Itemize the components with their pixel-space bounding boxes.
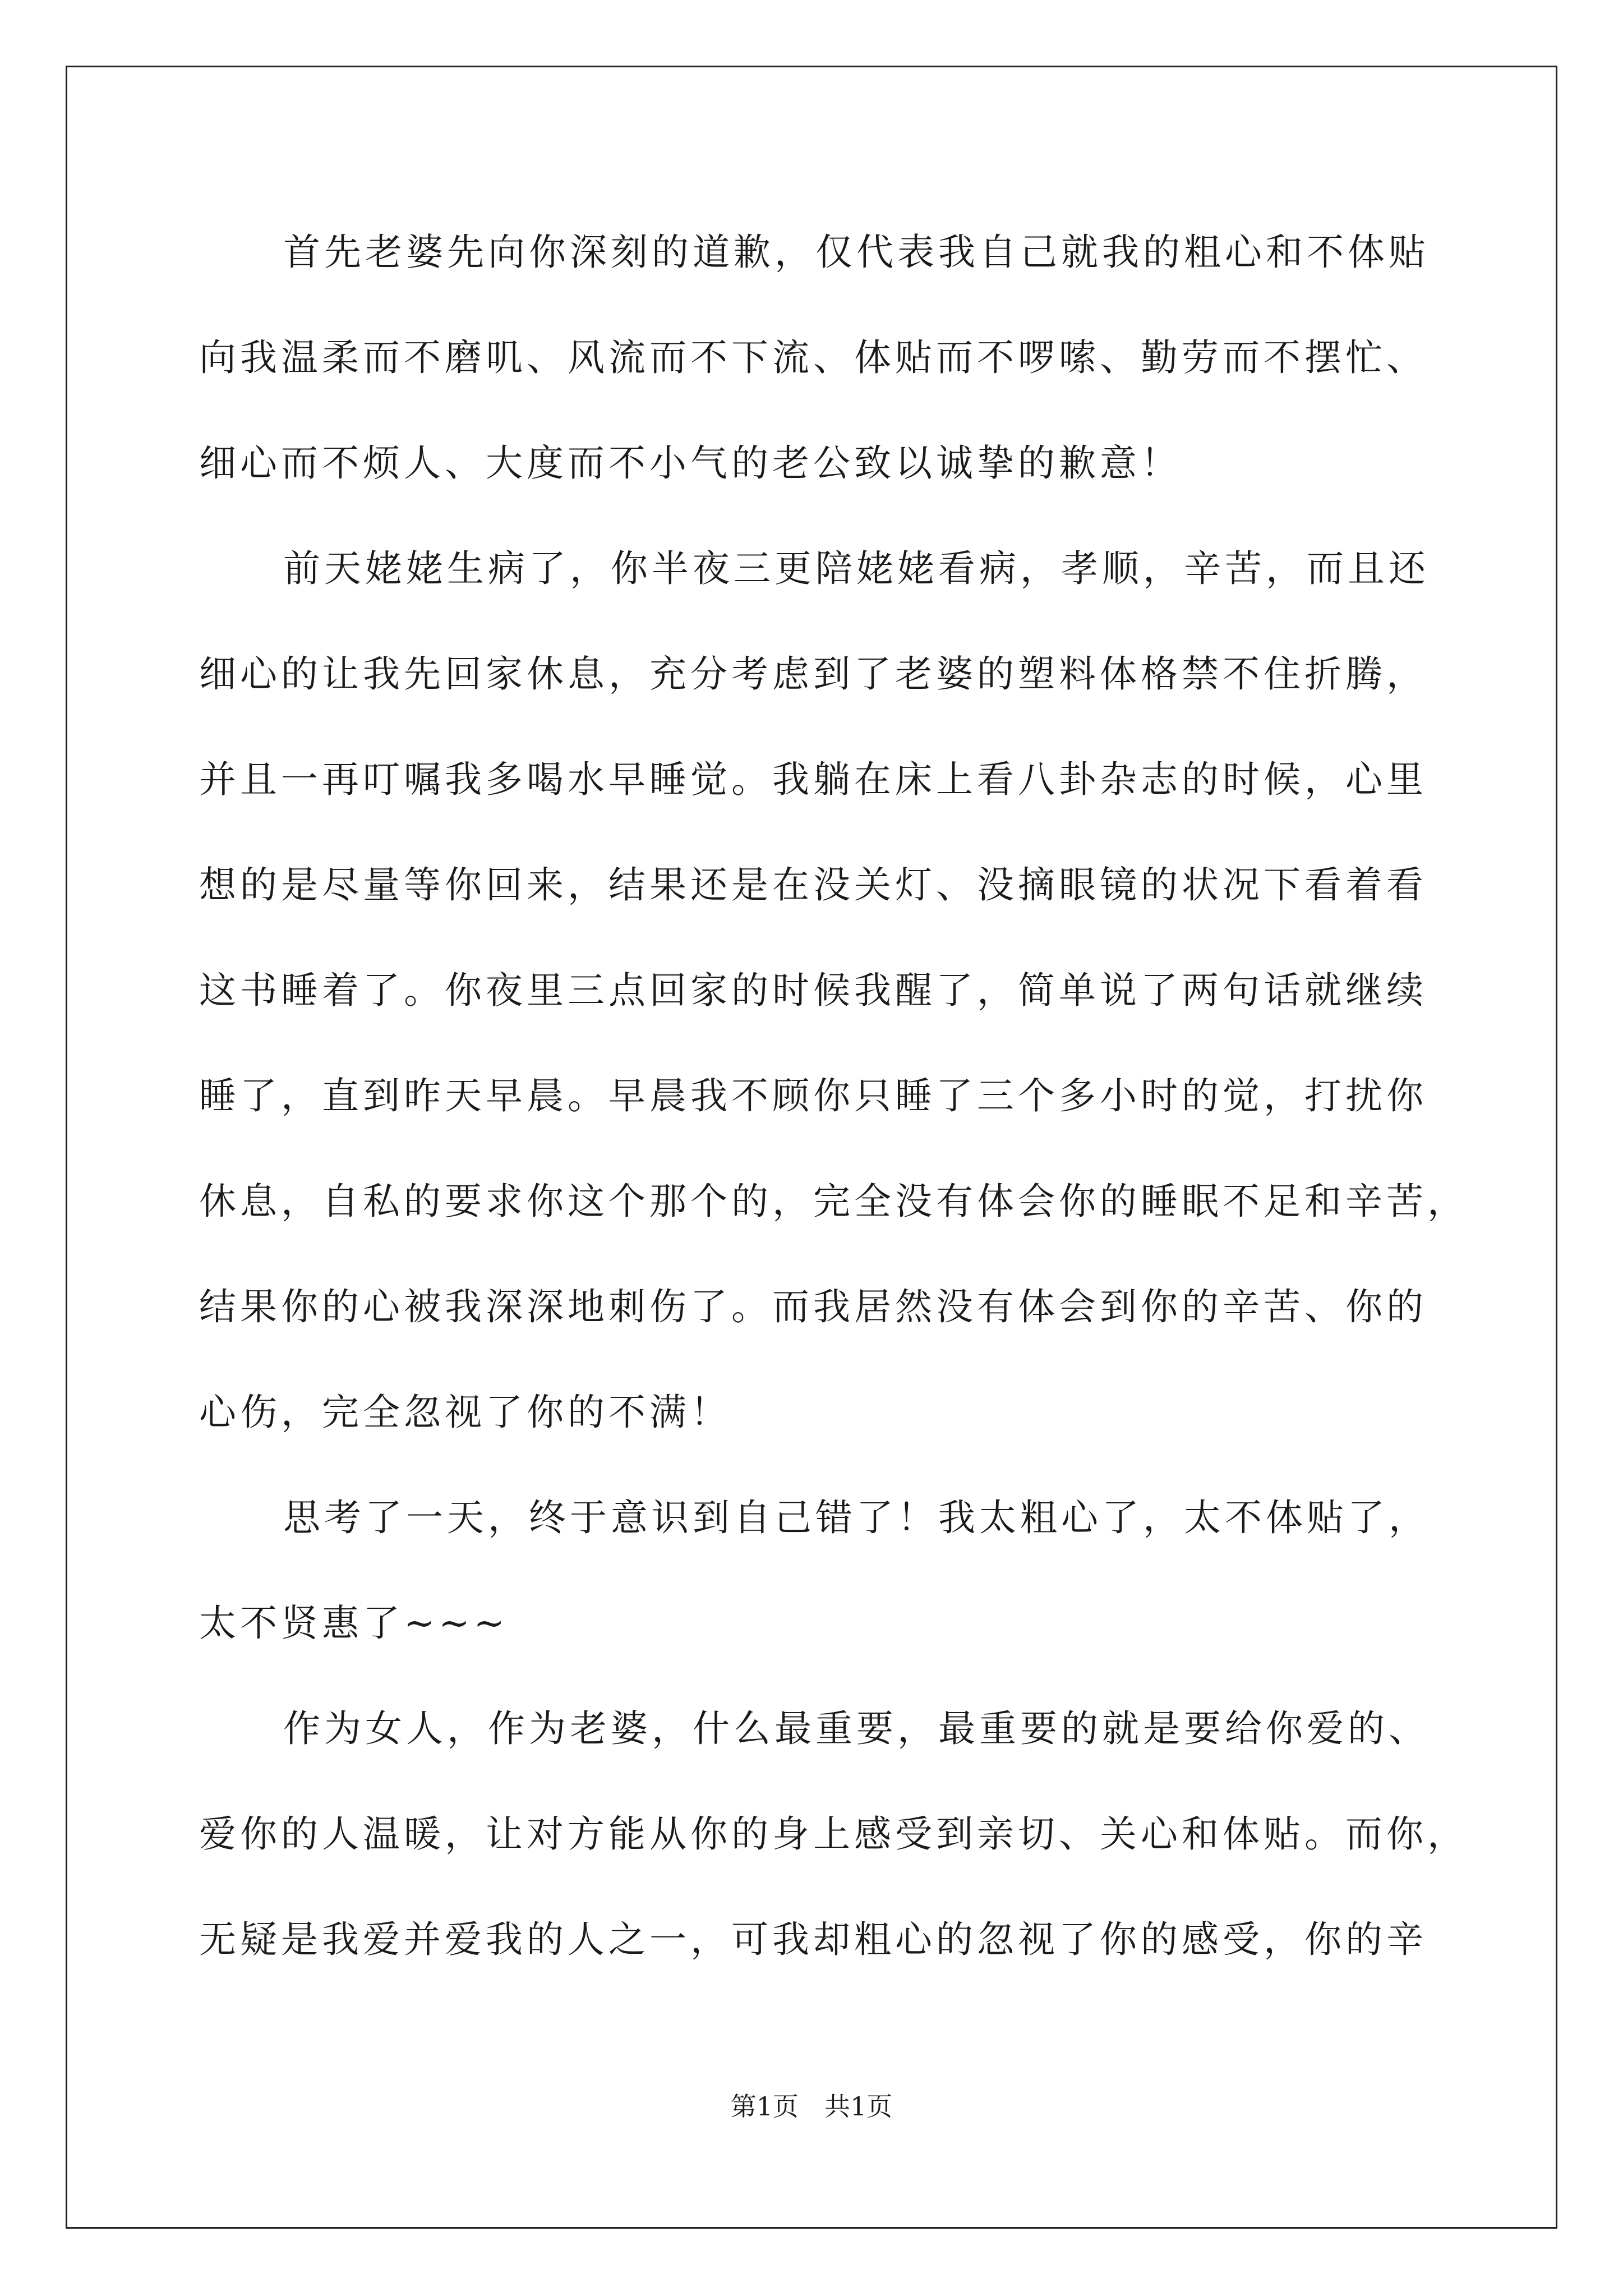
body-text-line: 作为女人，作为老婆，什么最重要，最重要的就是要给你爱的、 <box>283 1707 1430 1750</box>
body-text-line: 想的是尽量等你回来，结果还是在没关灯、没摘眼镜的状况下看着看 <box>199 863 1427 907</box>
body-text-line: 思考了一天，终于意识到自己错了！我太粗心了，太不体贴了， <box>283 1496 1430 1539</box>
body-text-line: 这书睡着了。你夜里三点回家的时候我醒了，简单说了两句话就继续 <box>199 969 1427 1012</box>
body-text-line: 向我温柔而不磨叽、风流而不下流、体贴而不啰嗦、勤劳而不摆忙、 <box>199 336 1427 379</box>
body-text-line: 细心而不烦人、大度而不小气的老公致以诚挚的歉意！ <box>199 441 1182 485</box>
body-text-line: 心伤，完全忽视了你的不满！ <box>199 1391 731 1434</box>
body-text-line: 无疑是我爱并爱我的人之一，可我却粗心的忽视了你的感受，你的辛 <box>199 1918 1427 1961</box>
body-text-line: 睡了，直到昨天早晨。早晨我不顾你只睡了三个多小时的觉，打扰你 <box>199 1074 1427 1117</box>
page-border <box>66 66 1557 2229</box>
body-text-line: 结果你的心被我深深地刺伤了。而我居然没有体会到你的辛苦、你的 <box>199 1285 1427 1328</box>
body-text-line: 休息，自私的要求你这个那个的，完全没有体会你的睡眠不足和辛苦， <box>199 1180 1468 1223</box>
body-text-line: 细心的让我先回家休息，充分考虑到了老婆的塑料体格禁不住折腾， <box>199 652 1427 696</box>
body-text-line: 太不贤惠了~~~ <box>199 1602 509 1645</box>
page-number: 第1页 共1页 <box>730 2091 893 2122</box>
body-text-line: 首先老婆先向你深刻的道歉，仅代表我自己就我的粗心和不体贴 <box>283 231 1430 274</box>
body-text-line: 爱你的人温暖，让对方能从你的身上感受到亲切、关心和体贴。而你， <box>199 1812 1468 1856</box>
body-text-line: 并且一再叮嘱我多喝水早睡觉。我躺在床上看八卦杂志的时候，心里 <box>199 758 1427 801</box>
body-text-line: 前天姥姥生病了，你半夜三更陪姥姥看病，孝顺，辛苦，而且还 <box>283 547 1430 590</box>
